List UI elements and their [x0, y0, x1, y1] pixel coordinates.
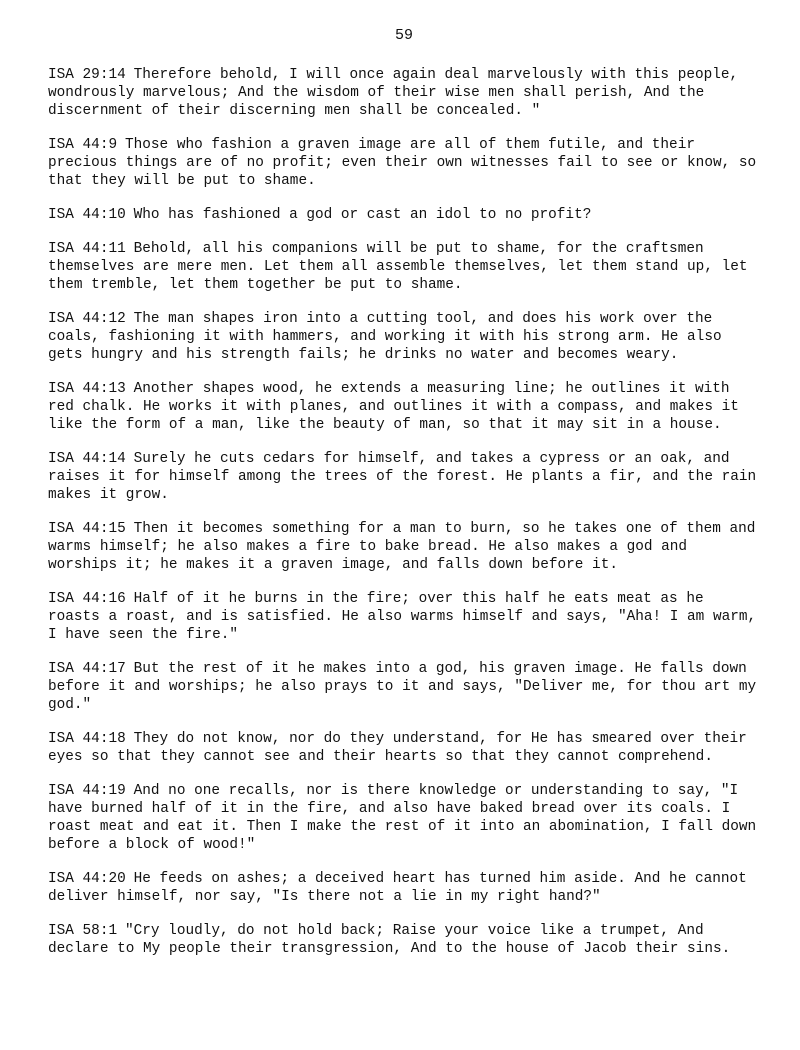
verse-text: "Cry loudly, do not hold back; Raise your voice like a trumpet, And declare to My people their transgression, And to the house of Jacob their sins.: [48, 923, 731, 957]
verse-reference: ISA 44:16: [48, 591, 126, 607]
verse-text: And no one recalls, nor is there knowledge or understanding to say, "I have burned half of it in the fire, and also have baked bread over its coals. I roast meat and eat it. Then I make the rest of it into an abomination, I fall down before a block of wood!": [48, 783, 757, 853]
verse-isa-44-11: [48, 240, 760, 294]
verse-reference: ISA 44:11: [48, 241, 126, 257]
verse-reference: ISA 44:15: [48, 521, 126, 537]
verse-reference: ISA 44:9: [48, 137, 118, 153]
verse-isa-44-19: [48, 782, 760, 854]
verse-reference: ISA 44:17: [48, 661, 126, 677]
verse-text: Who has fashioned a god or cast an idol to no profit?: [133, 207, 592, 223]
verse-list: [48, 66, 760, 958]
verse-isa-44-13: [48, 380, 760, 434]
verse-reference: ISA 29:14: [48, 67, 126, 83]
verse-isa-58-1: [48, 922, 760, 958]
verse-text: But the rest of it he makes into a god, his graven image. He falls down before it and worships; he also prays to it and says, "Deliver me, for thou art my god.": [48, 661, 757, 713]
verse-isa-44-15: [48, 520, 760, 574]
verse-text: Therefore behold, I will once again deal marvelously with this people, wondrously marvelous; And the wisdom of their wise men shall perish, And the discernment of their discerning men shall be concealed. ": [48, 67, 739, 119]
verse-isa-44-10: [48, 206, 760, 224]
verse-text: Half of it he burns in the fire; over this half he eats meat as he roasts a roast, and is satisfied. He also warms himself and says, "Aha! I am warm, I have seen the fire.": [48, 591, 757, 643]
verse-text: Behold, all his companions will be put to shame, for the craftsmen themselves are mere men. Let them all assemble themselves, let them stand up, let them tremble, let them together be put to shame.: [48, 241, 748, 293]
verse-reference: ISA 44:19: [48, 783, 126, 799]
verse-reference: ISA 44:12: [48, 311, 126, 327]
verse-reference: ISA 44:14: [48, 451, 126, 467]
verse-isa-44-20: [48, 870, 760, 906]
verse-isa-44-12: [48, 310, 760, 364]
verse-isa-44-9: [48, 136, 760, 190]
verse-text: Those who fashion a graven image are all of them futile, and their precious things are of no profit; even their own witnesses fail to see or know, so that they will be put to shame.: [48, 137, 757, 189]
verse-reference: ISA 44:18: [48, 731, 126, 747]
verse-text: They do not know, nor do they understand, for He has smeared over their eyes so that they cannot see and their hearts so that they cannot comprehend.: [48, 731, 747, 765]
page-number: 59: [394, 27, 413, 44]
verse-text: He feeds on ashes; a deceived heart has turned him aside. And he cannot deliver himself, nor say, "Is there not a lie in my right hand?": [48, 871, 747, 905]
verse-isa-44-17: [48, 660, 760, 714]
verse-text: The man shapes iron into a cutting tool, and does his work over the coals, fashioning it with hammers, and working it with his strong arm. He also gets hungry and his strength fails; he drinks no water and becomes weary.: [48, 311, 722, 363]
verse-isa-44-14: [48, 450, 760, 504]
verse-isa-44-16: [48, 590, 760, 644]
verse-isa-29-14: [48, 66, 760, 120]
verse-text: Then it becomes something for a man to burn, so he takes one of them and warms himself; he also makes a fire to bake bread. He also makes a god and worships it; he makes it a graven image, and falls down before it.: [48, 521, 756, 573]
verse-reference: ISA 44:20: [48, 871, 126, 887]
verse-text: Surely he cuts cedars for himself, and takes a cypress or an oak, and raises it for himself among the trees of the forest. He plants a fir, and the rain makes it grow.: [48, 451, 757, 503]
verse-text: Another shapes wood, he extends a measuring line; he outlines it with red chalk. He works it with planes, and outlines it with a compass, and makes it like the form of a man, like the beauty of man, so that it may sit in a house.: [48, 381, 739, 433]
verse-reference: ISA 44:10: [48, 207, 126, 223]
verse-reference: ISA 58:1: [48, 923, 118, 939]
verse-reference: ISA 44:13: [48, 381, 126, 397]
verse-isa-44-18: [48, 730, 760, 766]
